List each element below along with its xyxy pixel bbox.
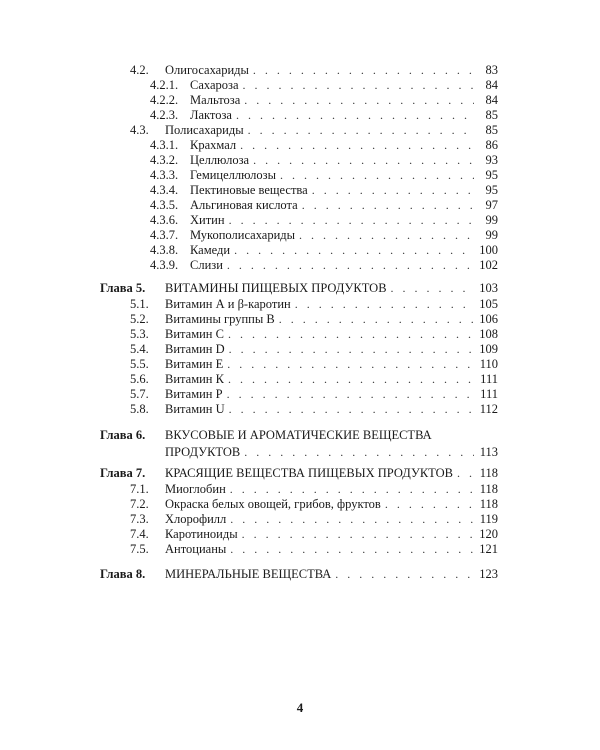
toc-entry xyxy=(165,62,498,78)
toc-entry-title: Крахмал xyxy=(190,138,237,152)
toc-entry-title-cont: ПРОДУКТОВ xyxy=(165,445,241,459)
toc-entry-number: 7.5. xyxy=(130,542,149,556)
dot-leader xyxy=(227,386,474,402)
toc-entry-page: 95 xyxy=(485,183,498,197)
toc-entry xyxy=(190,197,498,213)
toc-entry-number: 4.3.8. xyxy=(150,243,179,257)
toc-entry-page: 99 xyxy=(485,228,498,242)
toc-entry-page: 123 xyxy=(479,567,498,581)
toc-entry-number: 7.4. xyxy=(130,527,149,541)
dot-leader xyxy=(229,401,474,417)
toc-entry-title: Олигосахариды xyxy=(165,63,249,77)
toc-entry xyxy=(165,122,498,138)
toc-entry-number: 4.3.9. xyxy=(150,258,179,272)
dot-leader xyxy=(230,511,474,527)
toc-entry-number: Глава 8. xyxy=(100,567,146,581)
toc-entry-page: 102 xyxy=(479,258,498,272)
toc-entry-number: Глава 6. xyxy=(100,428,146,442)
dot-leader xyxy=(243,77,474,93)
page-number: 4 xyxy=(296,700,304,715)
toc-entry-number: 4.3.7. xyxy=(150,228,179,242)
toc-entry-page: 84 xyxy=(485,93,498,107)
toc-entry xyxy=(165,326,498,342)
toc-entry-number: 4.3.1. xyxy=(150,138,179,152)
toc-entry-number: 5.1. xyxy=(130,297,149,311)
dot-leader xyxy=(242,526,474,542)
toc-entry-page: 113 xyxy=(479,445,498,459)
toc-entry-number: 4.2.3. xyxy=(150,108,179,122)
dot-leader xyxy=(335,566,474,582)
toc-entry-title: Витамины группы В xyxy=(165,312,275,326)
toc-entry xyxy=(190,107,498,123)
toc-entry-title: Гемицеллюлозы xyxy=(190,168,276,182)
dot-leader xyxy=(236,107,474,123)
toc-entry-page: 118 xyxy=(479,497,498,511)
toc-entry-title: Окраска белых овощей, грибов, фруктов xyxy=(165,497,381,511)
dot-leader xyxy=(279,311,474,327)
toc-entry-title: Целлюлоза xyxy=(190,153,250,167)
toc-entry-title: Витамин С xyxy=(165,327,224,341)
toc-entry-title: Хлорофилл xyxy=(165,512,227,526)
toc-entry-number: 4.2.2. xyxy=(150,93,179,107)
toc-entry-page: 112 xyxy=(479,402,498,416)
toc-entry-number: 5.8. xyxy=(130,402,149,416)
dot-leader xyxy=(228,371,474,387)
toc-entry xyxy=(165,296,498,312)
toc-entry-title: Каротиноиды xyxy=(165,527,238,541)
toc-entry-number: 5.3. xyxy=(130,327,149,341)
dot-leader xyxy=(391,280,474,296)
dot-leader xyxy=(229,212,474,228)
dot-leader xyxy=(228,326,474,342)
toc-entry xyxy=(165,386,498,402)
toc-entry-page: 111 xyxy=(480,387,498,401)
dot-leader xyxy=(244,92,474,108)
toc-entry-page: 95 xyxy=(485,168,498,182)
toc-entry-title: Лактоза xyxy=(190,108,232,122)
toc-entry-number: 4.3.6. xyxy=(150,213,179,227)
toc-entry-title: Витамин Р xyxy=(165,387,223,401)
dot-leader xyxy=(253,152,474,168)
toc-entry-title: Витамин К xyxy=(165,372,224,386)
toc-entry-number: 4.3.2. xyxy=(150,153,179,167)
toc-entry-page: 106 xyxy=(479,312,498,326)
dot-leader xyxy=(312,182,474,198)
toc-entry-title: Витамин Е xyxy=(165,357,224,371)
toc-entry-page: 100 xyxy=(479,243,498,257)
toc-entry-title: Слизи xyxy=(190,258,223,272)
toc-entry xyxy=(165,511,498,527)
dot-leader xyxy=(302,197,474,213)
toc-entry-title: МИНЕРАЛЬНЫЕ ВЕЩЕСТВА xyxy=(165,567,332,581)
toc-entry-title: ВКУСОВЫЕ И АРОМАТИЧЕСКИЕ ВЕЩЕСТВА xyxy=(165,428,432,442)
toc-entry xyxy=(165,496,498,512)
toc-entry-title: Антоцианы xyxy=(165,542,227,556)
toc-entry xyxy=(165,465,498,481)
dot-leader xyxy=(229,341,474,357)
toc-entry xyxy=(165,541,498,557)
toc-entry-number: 4.3.3. xyxy=(150,168,179,182)
toc-entry-number: 7.1. xyxy=(130,482,149,496)
toc-entry-page: 118 xyxy=(479,466,498,480)
toc-entry-number: 7.2. xyxy=(130,497,149,511)
toc-entry-number: 4.2. xyxy=(130,63,149,77)
toc-entry xyxy=(190,242,498,258)
dot-leader xyxy=(244,444,474,460)
toc-entry-page: 118 xyxy=(479,482,498,496)
toc-entry-page: 119 xyxy=(479,512,498,526)
toc-entry xyxy=(165,280,498,296)
dot-leader xyxy=(253,62,474,78)
toc-entry xyxy=(190,167,498,183)
toc-entry xyxy=(165,481,498,497)
toc-entry xyxy=(165,566,498,582)
toc-entry-number: Глава 5. xyxy=(100,281,146,295)
toc-entry-page: 105 xyxy=(479,297,498,311)
toc-entry-title: ВИТАМИНЫ ПИЩЕВЫХ ПРОДУКТОВ xyxy=(165,281,387,295)
dot-leader xyxy=(248,122,474,138)
toc-entry xyxy=(165,356,498,372)
toc-entry xyxy=(165,341,498,357)
toc-entry-page: 111 xyxy=(480,372,498,386)
toc-entry-page: 84 xyxy=(485,78,498,92)
toc-entry-page: 99 xyxy=(485,213,498,227)
toc-entry-title: Камеди xyxy=(190,243,231,257)
dot-leader xyxy=(299,227,474,243)
toc-entry-title: Мальтоза xyxy=(190,93,241,107)
toc-entry-number: 4.3.5. xyxy=(150,198,179,212)
dot-leader xyxy=(230,541,474,557)
dot-leader xyxy=(234,242,474,258)
toc-entry-title: Хитин xyxy=(190,213,225,227)
toc-entry xyxy=(165,526,498,542)
toc-entry xyxy=(190,257,498,273)
dot-leader xyxy=(240,137,474,153)
toc-entry xyxy=(165,371,498,387)
toc-entry-page: 85 xyxy=(485,123,498,137)
dot-leader xyxy=(230,481,474,497)
toc-entry xyxy=(190,182,498,198)
toc-entry xyxy=(190,137,498,153)
toc-entry-title: Витамин U xyxy=(165,402,225,416)
toc-entry-number: 5.6. xyxy=(130,372,149,386)
toc-entry-page: 109 xyxy=(479,342,498,356)
toc-entry xyxy=(190,212,498,228)
toc-entry xyxy=(190,92,498,108)
toc-entry xyxy=(165,401,498,417)
toc-entry-title: Мукополисахариды xyxy=(190,228,296,242)
toc-entry-page: 110 xyxy=(479,357,498,371)
toc-entry-title: Пектиновые вещества xyxy=(190,183,308,197)
toc-entry-page: 85 xyxy=(485,108,498,122)
toc-entry-title: КРАСЯЩИЕ ВЕЩЕСТВА ПИЩЕВЫХ ПРОДУКТОВ xyxy=(165,466,453,480)
dot-leader xyxy=(227,257,474,273)
dot-leader xyxy=(385,496,474,512)
dot-leader xyxy=(457,465,474,481)
dot-leader xyxy=(295,296,474,312)
toc-entry-page: 103 xyxy=(479,281,498,295)
toc-entry-page: 97 xyxy=(485,198,498,212)
toc-entry xyxy=(190,152,498,168)
toc-entry-number: 4.2.1. xyxy=(150,78,179,92)
toc-entry-page: 93 xyxy=(485,153,498,167)
toc-entry-number: 5.7. xyxy=(130,387,149,401)
toc-entry-title: Витамин D xyxy=(165,342,225,356)
toc-entry xyxy=(190,77,498,93)
toc-entry-number: 5.5. xyxy=(130,357,149,371)
toc-entry-number: 5.2. xyxy=(130,312,149,326)
toc-entry-number: 4.3. xyxy=(130,123,149,137)
toc-entry xyxy=(190,227,498,243)
toc-entry-title: Витамин А и β-каротин xyxy=(165,297,291,311)
toc-entry-title: Сахароза xyxy=(190,78,239,92)
toc-entry-page: 86 xyxy=(485,138,498,152)
toc-entry xyxy=(165,444,498,460)
toc-entry-number: 4.3.4. xyxy=(150,183,179,197)
toc-entry xyxy=(165,311,498,327)
toc-entry-title: Альгиновая кислота xyxy=(190,198,298,212)
toc-entry-page: 120 xyxy=(479,527,498,541)
toc-entry-title: Полисахариды xyxy=(165,123,244,137)
toc-entry-number: Глава 7. xyxy=(100,466,146,480)
toc-entry-page: 83 xyxy=(485,63,498,77)
toc-entry-number: 7.3. xyxy=(130,512,149,526)
toc-entry-page: 108 xyxy=(479,327,498,341)
dot-leader xyxy=(280,167,474,183)
toc-entry-number: 5.4. xyxy=(130,342,149,356)
dot-leader xyxy=(227,356,474,372)
toc-entry-page: 121 xyxy=(479,542,498,556)
toc-entry-title: Миоглобин xyxy=(165,482,226,496)
